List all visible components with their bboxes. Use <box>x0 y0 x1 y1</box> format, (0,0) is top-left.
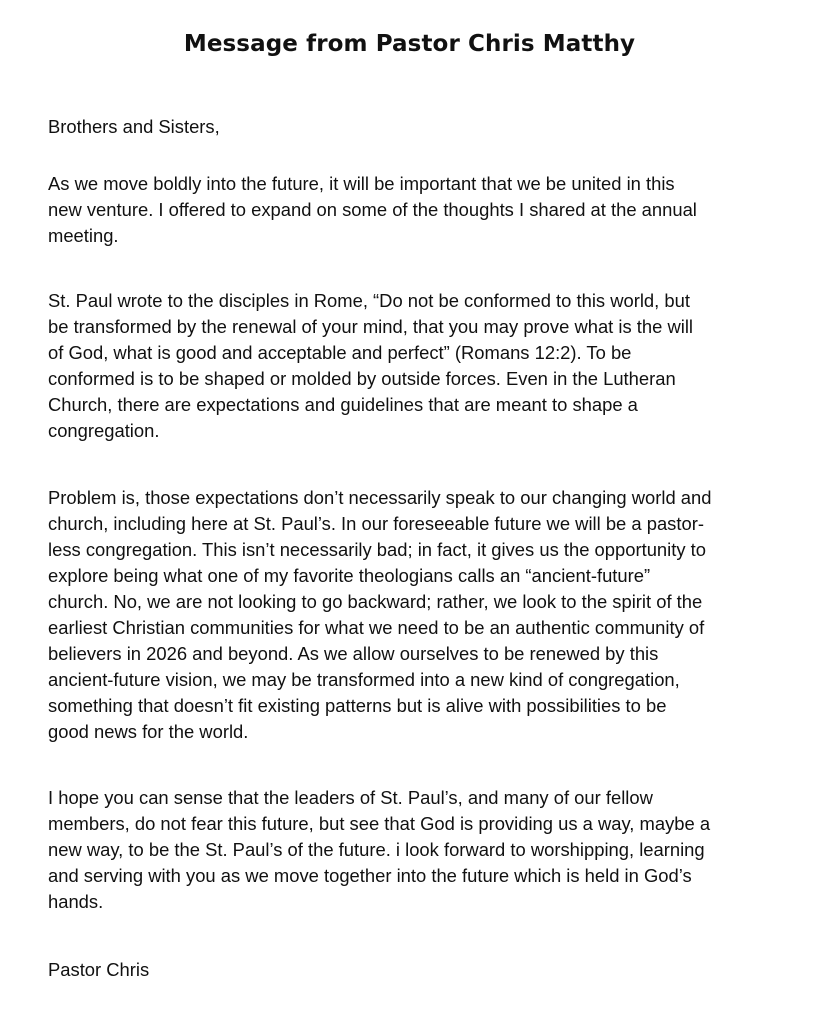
paragraph-line: meeting. <box>48 225 119 246</box>
paragraph-line: less congregation. This isn’t necessarily bad; in fact, it gives us the opportunity to <box>48 539 706 560</box>
signature: Pastor Chris <box>48 959 150 980</box>
paragraph-3 <box>48 485 778 745</box>
paragraph-line: something that doesn’t fit existing patterns but is alive with possibilities to be <box>48 695 667 716</box>
paragraph-line: St. Paul wrote to the disciples in Rome, “Do not be conformed to this world, but <box>48 290 690 311</box>
paragraph-line: church. No, we are not looking to go backward; rather, we look to the spirit of the <box>48 591 703 612</box>
paragraph-line: believers in 2026 and beyond. As we allow ourselves to be renewed by this <box>48 643 659 664</box>
paragraph-line: and serving with you as we move together into the future which is held in God’s <box>48 865 692 886</box>
page-title: Message from Pastor Chris Matthy <box>183 31 636 57</box>
paragraph-line: Church, there are expectations and guidelines that are meant to shape a <box>48 394 638 415</box>
paragraph-line: good news for the world. <box>48 721 249 742</box>
paragraph-line: congregation. <box>48 420 160 441</box>
paragraph-line: conformed is to be shaped or molded by outside forces. Even in the Lutheran <box>48 368 676 389</box>
paragraph-line: ancient-future vision, we may be transformed into a new kind of congregation, <box>48 669 680 690</box>
paragraph-1 <box>48 171 778 249</box>
paragraph-4 <box>48 785 778 915</box>
paragraph-line: I hope you can sense that the leaders of St. Paul’s, and many of our fellow <box>48 787 653 808</box>
paragraph-line: earliest Christian communities for what we need to be an authentic community of <box>48 617 705 638</box>
paragraph-line: explore being what one of my favorite theologians calls an “ancient-future” <box>48 565 651 586</box>
paragraph-line: As we move boldly into the future, it will be important that we be united in this <box>48 173 675 194</box>
paragraph-line: Problem is, those expectations don’t necessarily speak to our changing world and <box>48 487 712 508</box>
paragraph-line: new venture. I offered to expand on some of the thoughts I shared at the annual <box>48 199 697 220</box>
paragraph-line: members, do not fear this future, but see that God is providing us a way, maybe a <box>48 813 711 834</box>
paragraph-line: of God, what is good and acceptable and perfect” (Romans 12:2). To be <box>48 342 632 363</box>
paragraph-2 <box>48 288 778 444</box>
paragraph-line: new way, to be the St. Paul’s of the future. i look forward to worshipping, learning <box>48 839 705 860</box>
paragraph-line: be transformed by the renewal of your mind, that you may prove what is the will <box>48 316 694 337</box>
paragraph-line: church, including here at St. Paul’s. In our foreseeable future we will be a pastor- <box>48 513 704 534</box>
paragraph-line: hands. <box>48 891 104 912</box>
salutation: Brothers and Sisters, <box>48 116 220 137</box>
